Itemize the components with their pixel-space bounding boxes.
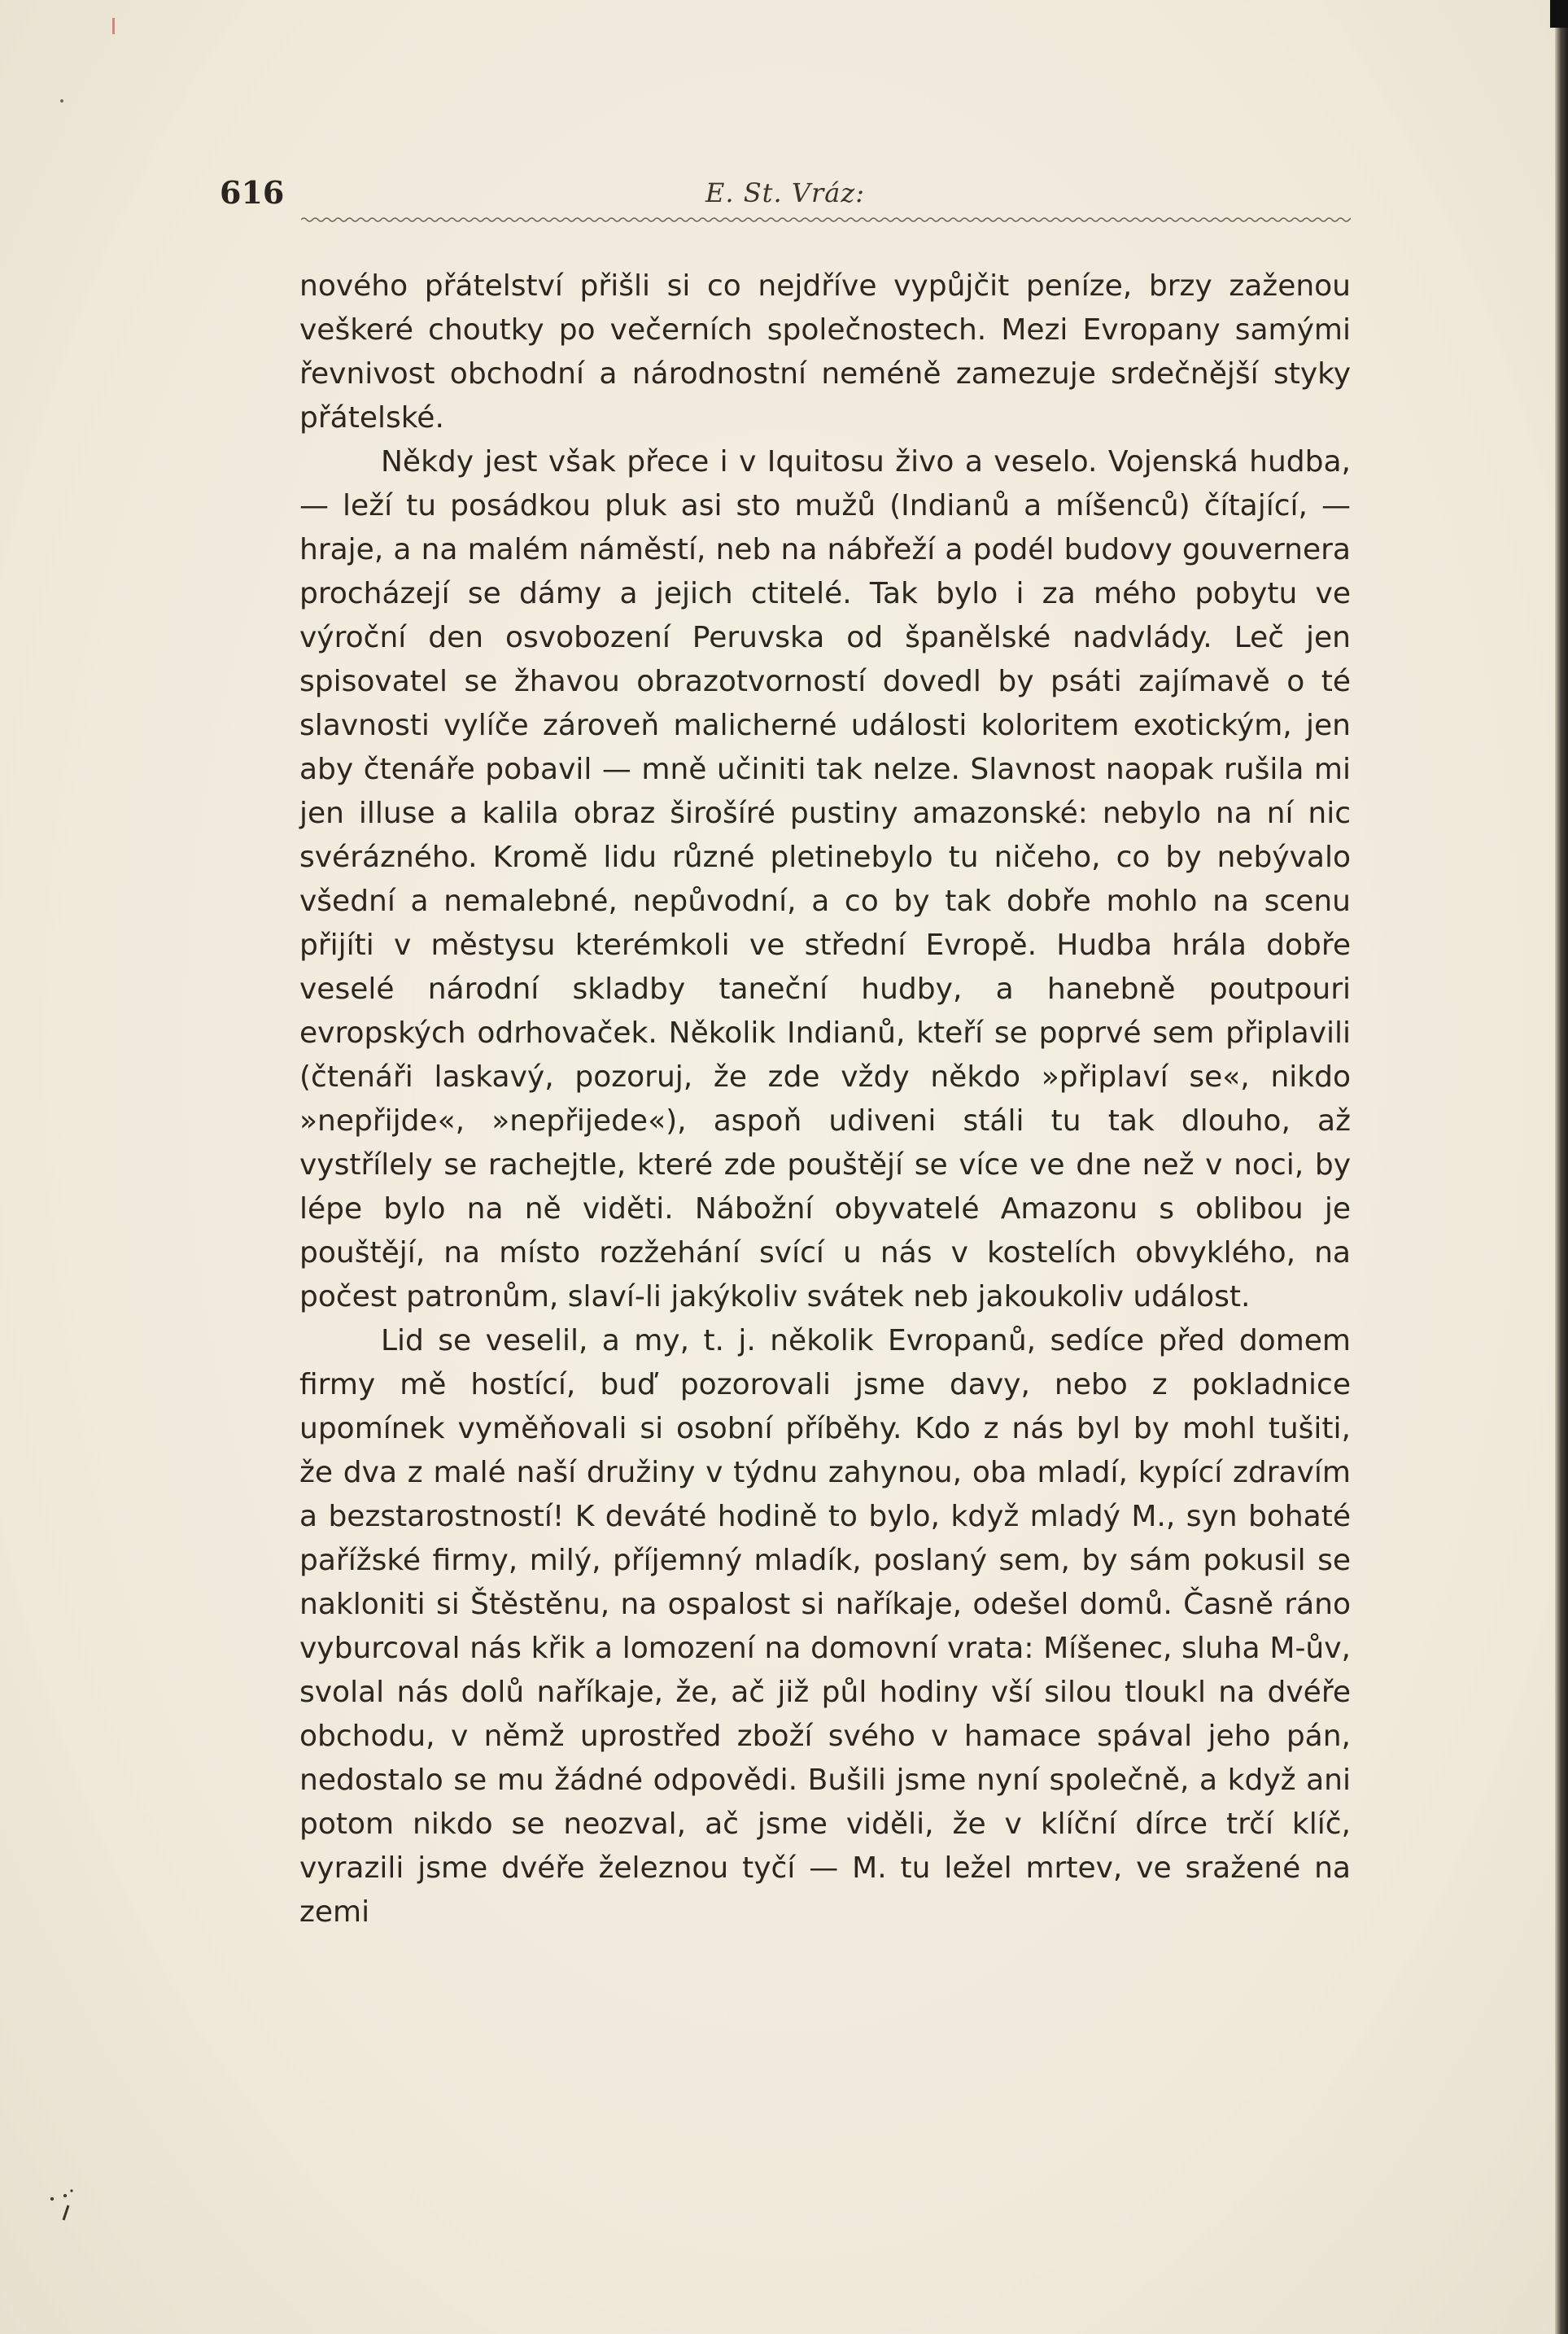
book-corner-shadow (1550, 0, 1568, 28)
paper-speck (60, 99, 63, 103)
running-title: E. St. Vráz: (705, 177, 865, 208)
wavy-rule (301, 215, 1351, 225)
paragraph-continued: nového přátelství přišli si co nejdříve vypůjčit peníze, brzy zaženou veškeré choutky po večerních společnostech. Mezi Evropany samými řevnivost obchodní a národnostní neméně zamezuje srdečnější styky přátelské. (299, 269, 1351, 435)
page-number: 616 (220, 174, 285, 211)
running-head (220, 174, 1351, 223)
book-spine-edge (1555, 0, 1568, 2334)
paragraph: Někdy jest však přece i v Iquitosu živo a veselo. Vojenská hudba, — leží tu posádkou pluk asi sto mužů (Indianů a míšenců) čítající, — hraje, a na malém náměstí, neb na nábřeží a podél budovy gouvernera procházejí se dámy a jejich ctitelé. Tak bylo i za mého pobytu ve výroční den osvobození Peruvska od španělské nadvlády. Leč jen spisovatel se žhavou obrazotvorností dovedl by psáti zajímavě o té slavnosti vylíče zároveň malicherné události koloritem exotickým, jen aby čtenáře pobavil — mně učiniti tak nelze. Slavnost naopak rušila mi jen illuse a kalila obraz širošíré pustiny amazonské: nebylo na ní nic svérázného. Kromě lidu různé pletinebylo tu ničeho, co by nebývalo všední a nemalebné, nepůvodní, a co by tak dobře mohlo na scenu přijíti v městysu kterémkoli ve střední Evropě. Hudba hrála dobře veselé národní skladby taneční hudby, a hanebně poutpouri evropských odrhovaček. Několik Indianů, kteří se poprvé sem připlavili (čtenáři laskavý, pozoruj, že zde vždy někdo »připlaví se«, nikdo »nepřijde«, »nepřijede«), aspoň udiveni stáli tu tak dlouho, až vystřílely se rachejtle, které zde pouštějí se více ve dne než v noci, by lépe bylo na ně viděti. Nábožní obyvatelé Amazonu s oblibou je pouštějí, na místo rozžehání svící u nás v kostelích obvyklého, na počest patronům, slaví-li jakýkoliv svátek neb jakoukoliv událost. (299, 445, 1351, 1313)
margin-pencil-mark (47, 2188, 96, 2228)
paper-mark (112, 18, 115, 34)
paragraph: Lid se veselil, a my, t. j. několik Evropanů, sedíce před domem firmy mě hostící, buď pozorovali jsme davy, nebo z pokladnice upomínek vyměňovali si osobní příběhy. Kdo z nás byl by mohl tušiti, že dva z malé naší družiny v týdnu zahynou, oba mladí, kypící zdravím a bezstarostností! K deváté hodině to bylo, když mladý M., syn bohaté pařížské firmy, milý, příjemný mladík, poslaný sem, by sám pokusil se nakloniti si Štěstěnu, na ospalost si naříkaje, odešel domů. Časně ráno vyburcoval nás křik a lomození na domovní vrata: Míšenec, sluha M-ův, svolal nás dolů naříkaje, že, ač již půl hodiny vší silou tloukl na dvéře obchodu, v němž uprostřed zboží svého v hamace spával jeho pán, nedostalo se mu žádné odpovědi. Bušili jsme nyní společně, a když ani potom nikdo se neozval, ač jsme viděli, že v klíční dírce trčí klíč, vyrazili jsme dvéře železnou tyčí — M. tu ležel mrtev, ve sražené na zemi (299, 1324, 1351, 1929)
body-text (299, 264, 1351, 1934)
